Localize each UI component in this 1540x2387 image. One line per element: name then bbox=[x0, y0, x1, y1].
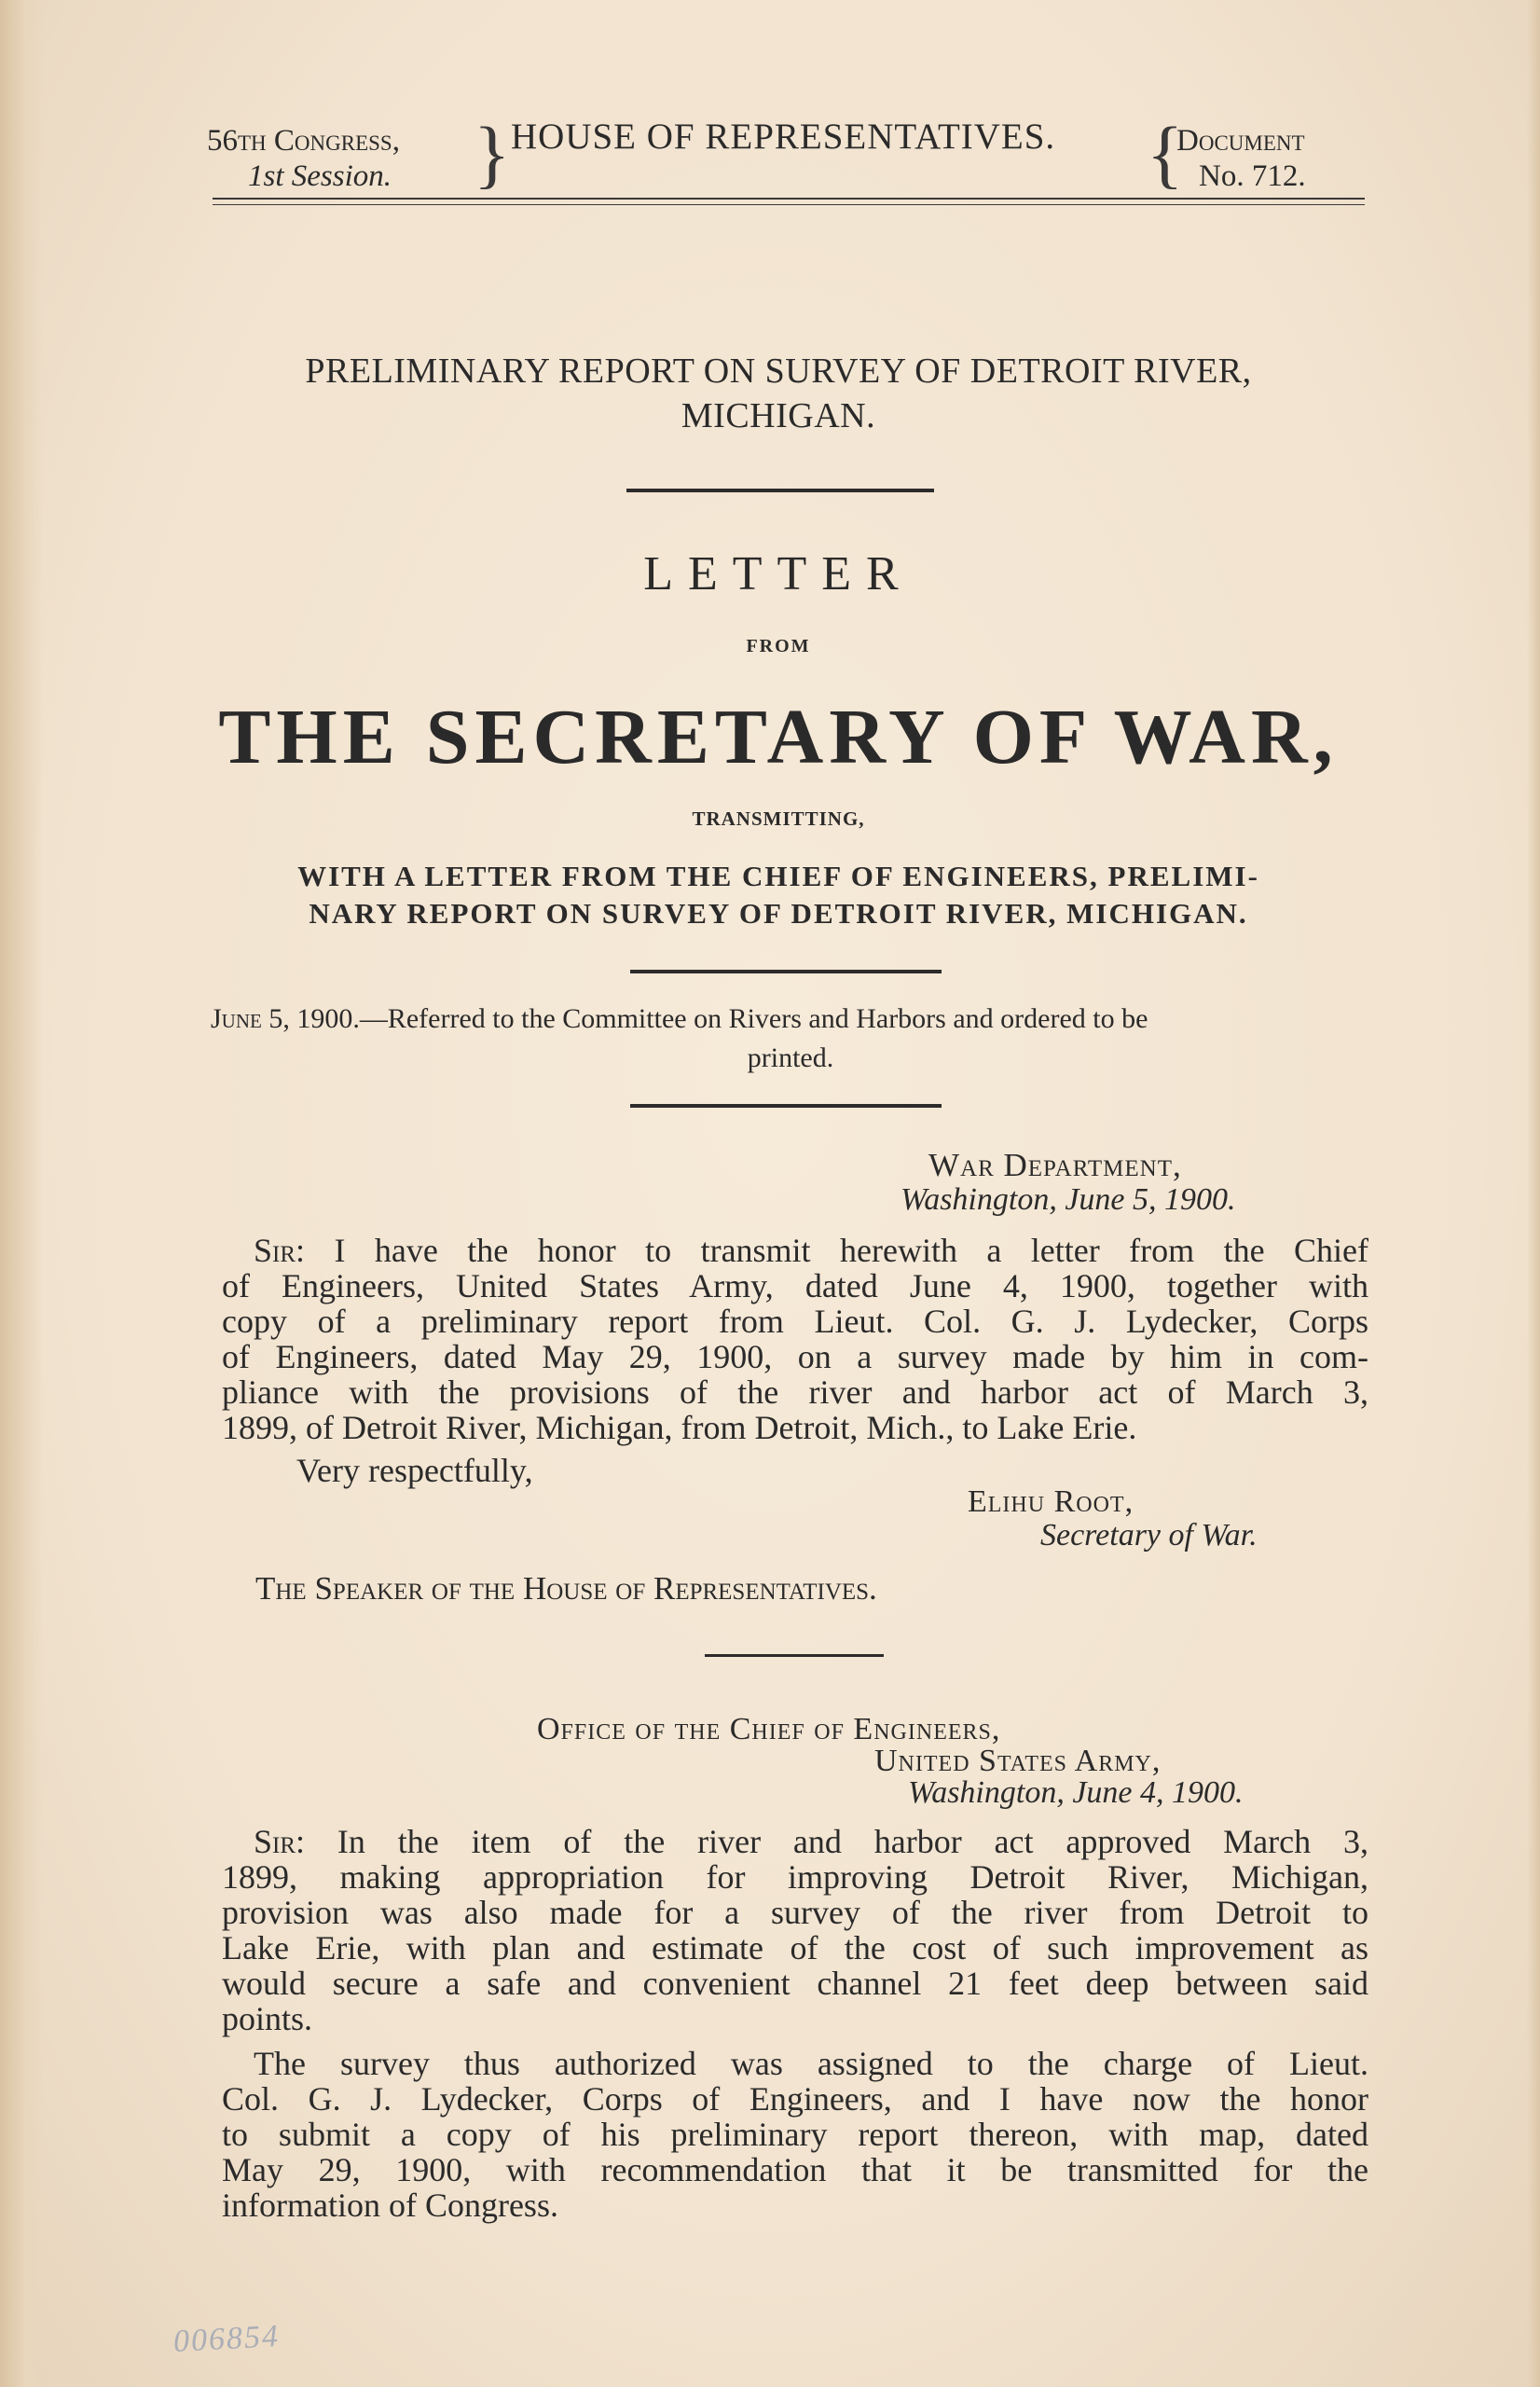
divider-rule bbox=[705, 1654, 884, 1657]
report-title-line-1: PRELIMINARY REPORT ON SURVEY OF DETROIT RIVER, bbox=[305, 352, 1252, 391]
catalog-number-stamp: 006854 bbox=[172, 2319, 281, 2359]
body-line: of Engineers, United States Army, dated June 4, 1900, together with bbox=[222, 1267, 1368, 1304]
war-letter-dateline: Washington, June 5, 1900. bbox=[901, 1182, 1236, 1217]
report-title-line-2: MICHIGAN. bbox=[681, 396, 876, 435]
signer-title: Secretary of War. bbox=[1040, 1518, 1258, 1552]
report-title bbox=[186, 349, 1370, 438]
body-line: would secure a safe and convenient channel 21 feet deep between said bbox=[222, 1965, 1368, 2002]
divider-rule bbox=[630, 970, 942, 973]
congress-session-block bbox=[207, 123, 400, 194]
addressee: The Speaker of the House of Representatives. bbox=[255, 1570, 877, 1607]
body-line: copy of a preliminary report from Lieut. Col. G. J. Lydecker, Corps bbox=[222, 1303, 1368, 1340]
house-title: HOUSE OF REPRESENTATIVES. bbox=[511, 117, 1056, 157]
secretary-title: THE SECRETARY OF WAR, bbox=[218, 694, 1339, 780]
closing: Very respectfully, bbox=[296, 1452, 533, 1489]
document-number: No. 712. bbox=[1199, 159, 1306, 193]
body-line: of Engineers, dated May 29, 1900, on a survey made by him in com- bbox=[222, 1338, 1368, 1375]
engineer-letter-para-1 bbox=[222, 1824, 1368, 2036]
body-line: : In the item of the river and harbor act approved March 3, bbox=[296, 1823, 1368, 1860]
war-letter-body bbox=[222, 1233, 1368, 1445]
referral-note bbox=[211, 1000, 1370, 1078]
body-line: provision was also made for a survey of the river from Detroit to bbox=[222, 1894, 1368, 1931]
salutation: Sir bbox=[254, 1232, 296, 1269]
right-brace: { bbox=[1147, 111, 1184, 196]
war-department-heading: War Department, bbox=[928, 1147, 1182, 1183]
subject-block bbox=[186, 858, 1370, 932]
transmitting-label: TRANSMITTING, bbox=[692, 807, 865, 830]
referral-text: 5, 1900.—Referred to the Committee on Rivers and Harbors and ordered to be bbox=[261, 1003, 1148, 1034]
body-line: 1899, making appropriation for improving Detroit River, Michigan, bbox=[222, 1858, 1368, 1896]
body-line: pliance with the provisions of the river and harbor act of March 3, bbox=[222, 1373, 1368, 1411]
subject-line-2: NARY REPORT ON SURVEY OF DETROIT RIVER, MICHIGAN. bbox=[309, 897, 1248, 930]
paper-edge-right bbox=[1527, 0, 1540, 2387]
engineer-letter-para-2 bbox=[222, 2046, 1368, 2223]
body-line: : I have the honor to transmit herewith a letter from the Chief bbox=[296, 1232, 1368, 1269]
paper-edge-left bbox=[0, 0, 43, 2387]
referral-month: June bbox=[211, 1003, 262, 1034]
divider-rule bbox=[626, 489, 934, 492]
left-brace: } bbox=[474, 111, 511, 196]
body-line: information of Congress. bbox=[222, 2187, 558, 2224]
letter-heading: LETTER bbox=[643, 547, 914, 600]
office-heading-line-2: United States Army, bbox=[874, 1744, 1162, 1778]
body-line: Col. G. J. Lydecker, Corps of Engineers, and I have now the honor bbox=[222, 2080, 1368, 2118]
office-heading-line-1: Office of the Chief of Engineers, bbox=[537, 1712, 1001, 1746]
body-line: May 29, 1900, with recommendation that it be transmitted for the bbox=[222, 2151, 1368, 2188]
document-label: Document bbox=[1176, 124, 1305, 158]
congress-label: 56th Congress, bbox=[207, 124, 400, 158]
referral-text-line-2: printed. bbox=[747, 1042, 834, 1073]
body-line: to submit a copy of his preliminary report thereon, with map, dated bbox=[222, 2116, 1368, 2153]
header-double-rule bbox=[213, 198, 1365, 205]
divider-rule bbox=[630, 1104, 942, 1108]
document-number-block bbox=[1176, 123, 1306, 194]
signer-name: Elihu Root, bbox=[968, 1484, 1134, 1519]
engineer-letter-dateline: Washington, June 4, 1900. bbox=[908, 1775, 1244, 1810]
body-line: 1899, of Detroit River, Michigan, from Detroit, Mich., to Lake Erie. bbox=[222, 1409, 1137, 1446]
body-line: Lake Erie, with plan and estimate of the cost of such improvement as bbox=[222, 1929, 1368, 1966]
from-label: FROM bbox=[746, 636, 811, 656]
session-label: 1st Session. bbox=[248, 159, 392, 193]
subject-line-1: WITH A LETTER FROM THE CHIEF OF ENGINEERS, PRELIMI- bbox=[297, 860, 1259, 892]
salutation: Sir bbox=[254, 1823, 296, 1860]
body-line: The survey thus authorized was assigned to the charge of Lieut. bbox=[254, 2045, 1368, 2082]
body-line: points. bbox=[222, 2000, 313, 2037]
